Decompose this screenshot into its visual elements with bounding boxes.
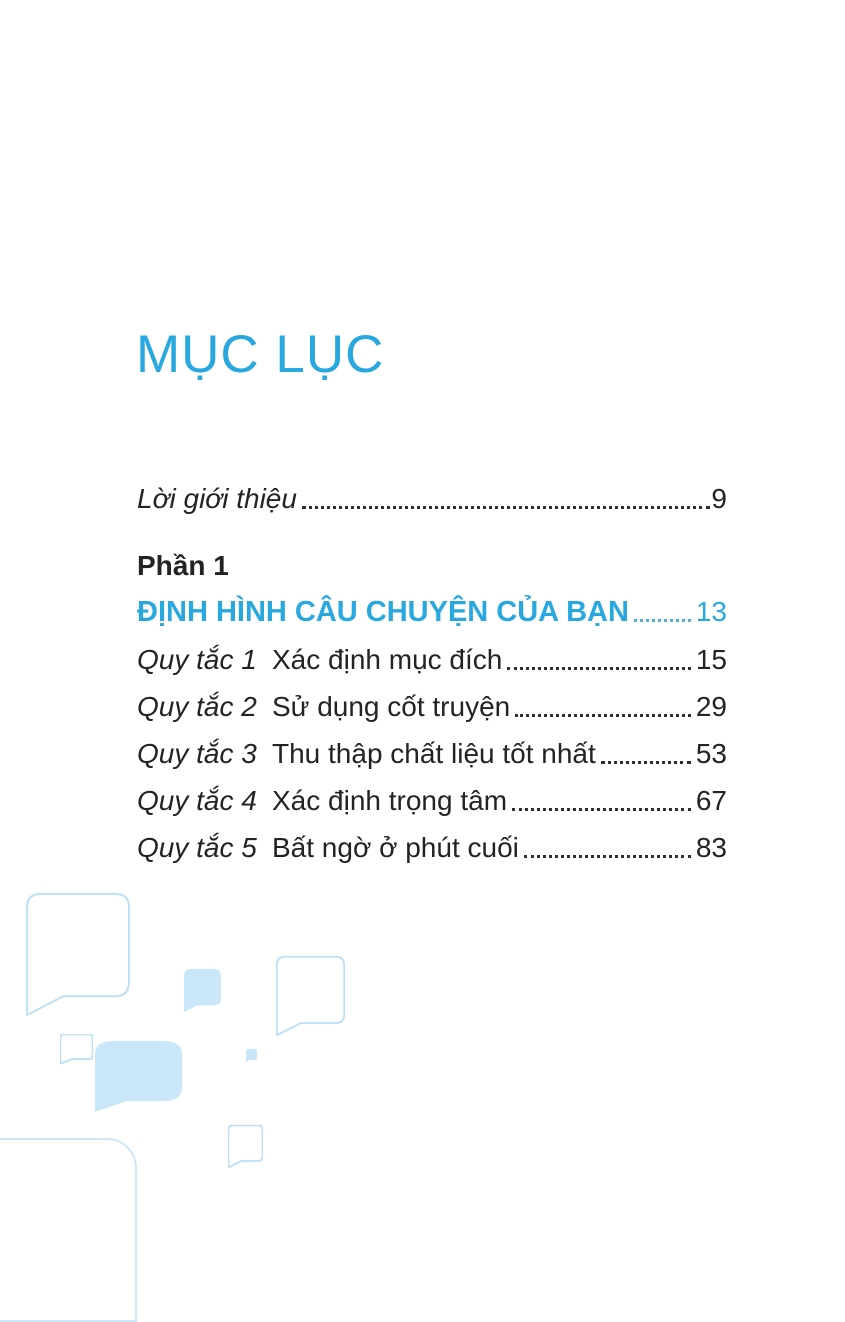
toc-entry-part <box>137 595 727 629</box>
part-title: ĐỊNH HÌNH CÂU CHUYỆN CỦA BẠN <box>137 596 629 628</box>
speech-bubble-icon <box>95 1041 182 1112</box>
page-number: 15 <box>695 644 727 675</box>
rule-title: Xác định mục đích <box>272 644 503 675</box>
toc-entry-rule <box>137 831 727 865</box>
rule-label: Quy tắc 2 <box>137 691 257 722</box>
table-of-contents <box>137 482 727 865</box>
rule-label: Quy tắc 5 <box>137 832 257 863</box>
rule-title: Bất ngờ ở phút cuối <box>272 832 519 863</box>
toc-entry-intro <box>137 482 727 516</box>
dot-leader <box>524 855 691 858</box>
page-number: 83 <box>695 832 727 863</box>
rule-title: Xác định trọng tâm <box>272 785 508 816</box>
rule-label: Quy tắc 4 <box>137 785 257 816</box>
rule-title: Sử dụng cốt truyện <box>272 691 511 722</box>
rule-label: Quy tắc 1 <box>137 644 257 675</box>
speech-bubble-icon <box>246 1049 257 1062</box>
page-number: 53 <box>695 738 727 769</box>
speech-bubble-icon <box>60 1034 93 1064</box>
speech-bubble-icon <box>184 969 221 1012</box>
dot-leader <box>601 761 691 764</box>
rule-title: Thu thập chất liệu tốt nhất <box>272 738 596 769</box>
part-kicker: Phần 1 <box>137 550 229 581</box>
page-number: 29 <box>695 691 727 722</box>
dot-leader <box>507 667 691 670</box>
speech-bubble-icon <box>26 893 130 1016</box>
dot-leader <box>512 808 691 811</box>
page-title: MỤC LỤC <box>136 325 385 384</box>
dot-leader <box>515 714 691 717</box>
toc-entry-label: Lời giới thiệu <box>137 483 297 514</box>
dot-leader <box>634 619 691 622</box>
toc-entry-rule <box>137 690 727 724</box>
speech-bubble-icon <box>0 1138 137 1322</box>
speech-bubble-icon <box>276 956 345 1036</box>
rule-label: Quy tắc 3 <box>137 738 257 769</box>
toc-entry-rule <box>137 643 727 677</box>
page-number: 67 <box>695 785 727 816</box>
speech-bubble-icon <box>228 1125 263 1168</box>
page-number: 9 <box>711 483 727 514</box>
page-number: 13 <box>695 596 727 627</box>
toc-entry-rule <box>137 737 727 771</box>
toc-entry-rule <box>137 784 727 818</box>
dot-leader <box>302 506 710 509</box>
